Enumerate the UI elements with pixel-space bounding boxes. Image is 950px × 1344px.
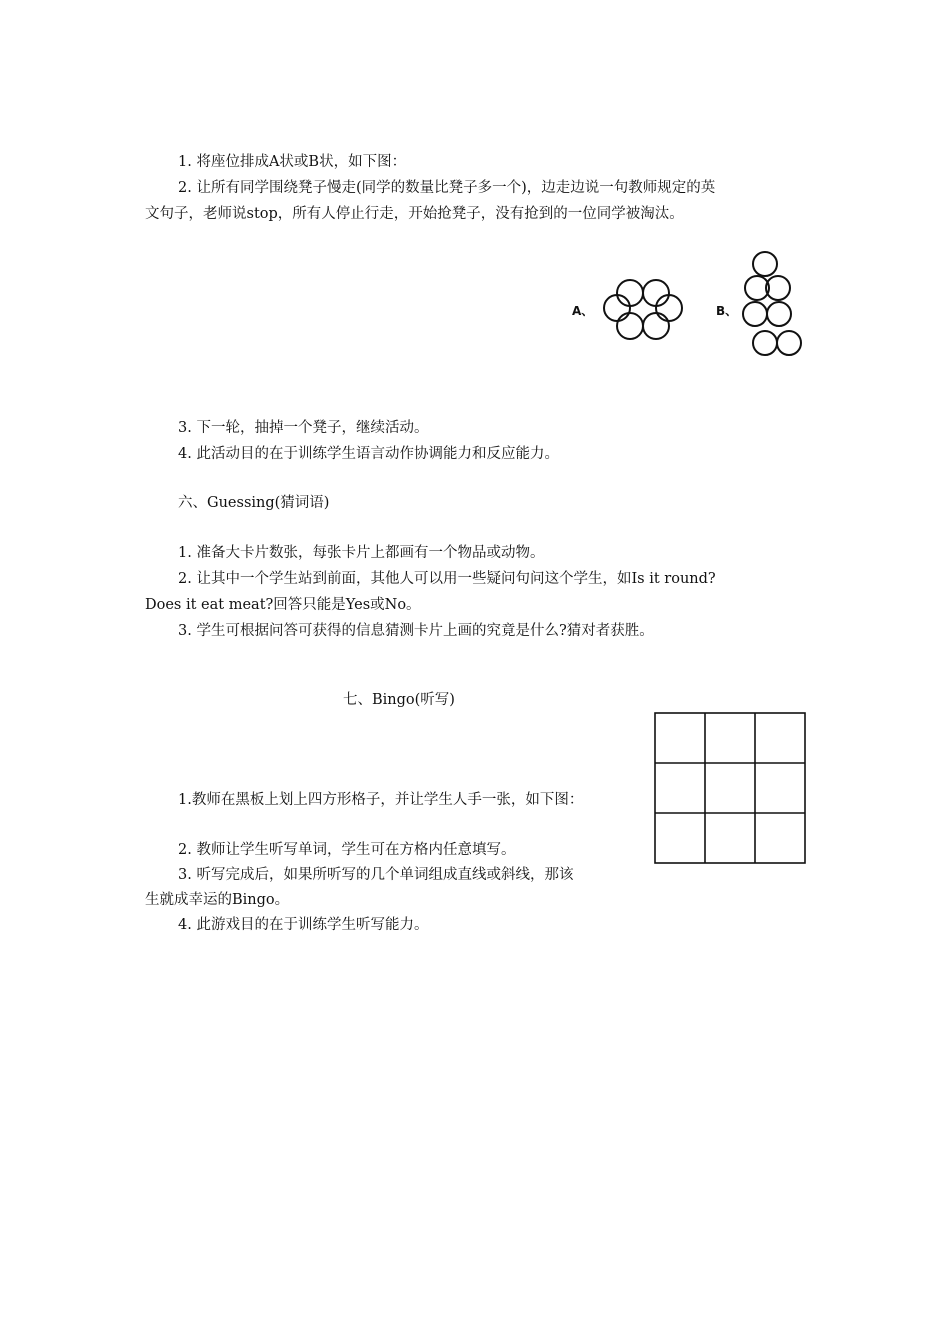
bingo-step-2: 2. 教师让学生听写单词，学生可在方格内任意填写。 [178, 842, 516, 858]
chairs-step-1: 1. 将座位排成A状或B状，如下图： [178, 154, 407, 170]
chairs-step-3: 3. 下一轮，抽掉一个凳子，继续活动。 [178, 420, 429, 436]
chair-circle [656, 295, 682, 321]
guessing-step-1: 1. 准备大卡片数张，每张卡片上都画有一个物品或动物。 [178, 545, 545, 561]
chairs-step-4: 4. 此活动目的在于训练学生语言动作协调能力和反应能力。 [178, 446, 559, 462]
chair-arrangement-figure [570, 246, 810, 366]
bingo-grid-border [655, 713, 805, 863]
chair-circle [743, 302, 767, 326]
guessing-step-2-line-1: 2. 让其中一个学生站到前面，其他人可以用一些疑问句问这个学生，如Is it round? [178, 571, 716, 587]
bingo-heading: 七、Bingo(听写) [343, 692, 455, 708]
guessing-step-3: 3. 学生可根据问答可获得的信息猜测卡片上画的究竟是什么?猜对者获胜。 [178, 623, 654, 639]
chair-circle [643, 313, 669, 339]
chair-circle [604, 295, 630, 321]
chair-circle [643, 280, 669, 306]
bingo-grid [652, 710, 808, 866]
figure-label-b: B、 [716, 304, 738, 318]
bingo-step-4: 4. 此游戏目的在于训练学生听写能力。 [178, 917, 429, 933]
bingo-step-3-line-1: 3. 听写完成后，如果所听写的几个单词组成直线或斜线，那该 [178, 867, 574, 883]
chair-circle [777, 331, 801, 355]
chair-circle [753, 331, 777, 355]
chairs-step-2-line-1: 2. 让所有同学围绕凳子慢走(同学的数量比凳子多一个)，边走边说一句教师规定的英 [178, 180, 716, 196]
chairs-step-2-line-2: 文句子，老师说stop，所有人停止行走，开始抢凳子，没有抢到的一位同学被淘汰。 [145, 206, 684, 222]
chair-circle [617, 313, 643, 339]
bingo-step-1: 1.教师在黑板上划上四方形格子，并让学生人手一张，如下图： [178, 792, 584, 808]
chair-circles [570, 246, 810, 366]
chair-circle [767, 302, 791, 326]
bingo-step-3-line-2: 生就成幸运的Bingo。 [145, 892, 290, 908]
chair-circle [617, 280, 643, 306]
figure-label-a: A、 [572, 304, 594, 318]
guessing-heading: 六、Guessing(猜词语) [178, 495, 330, 511]
chair-circle [753, 252, 777, 276]
guessing-step-2-line-2: Does it eat meat?回答只能是Yes或No。 [145, 597, 421, 613]
